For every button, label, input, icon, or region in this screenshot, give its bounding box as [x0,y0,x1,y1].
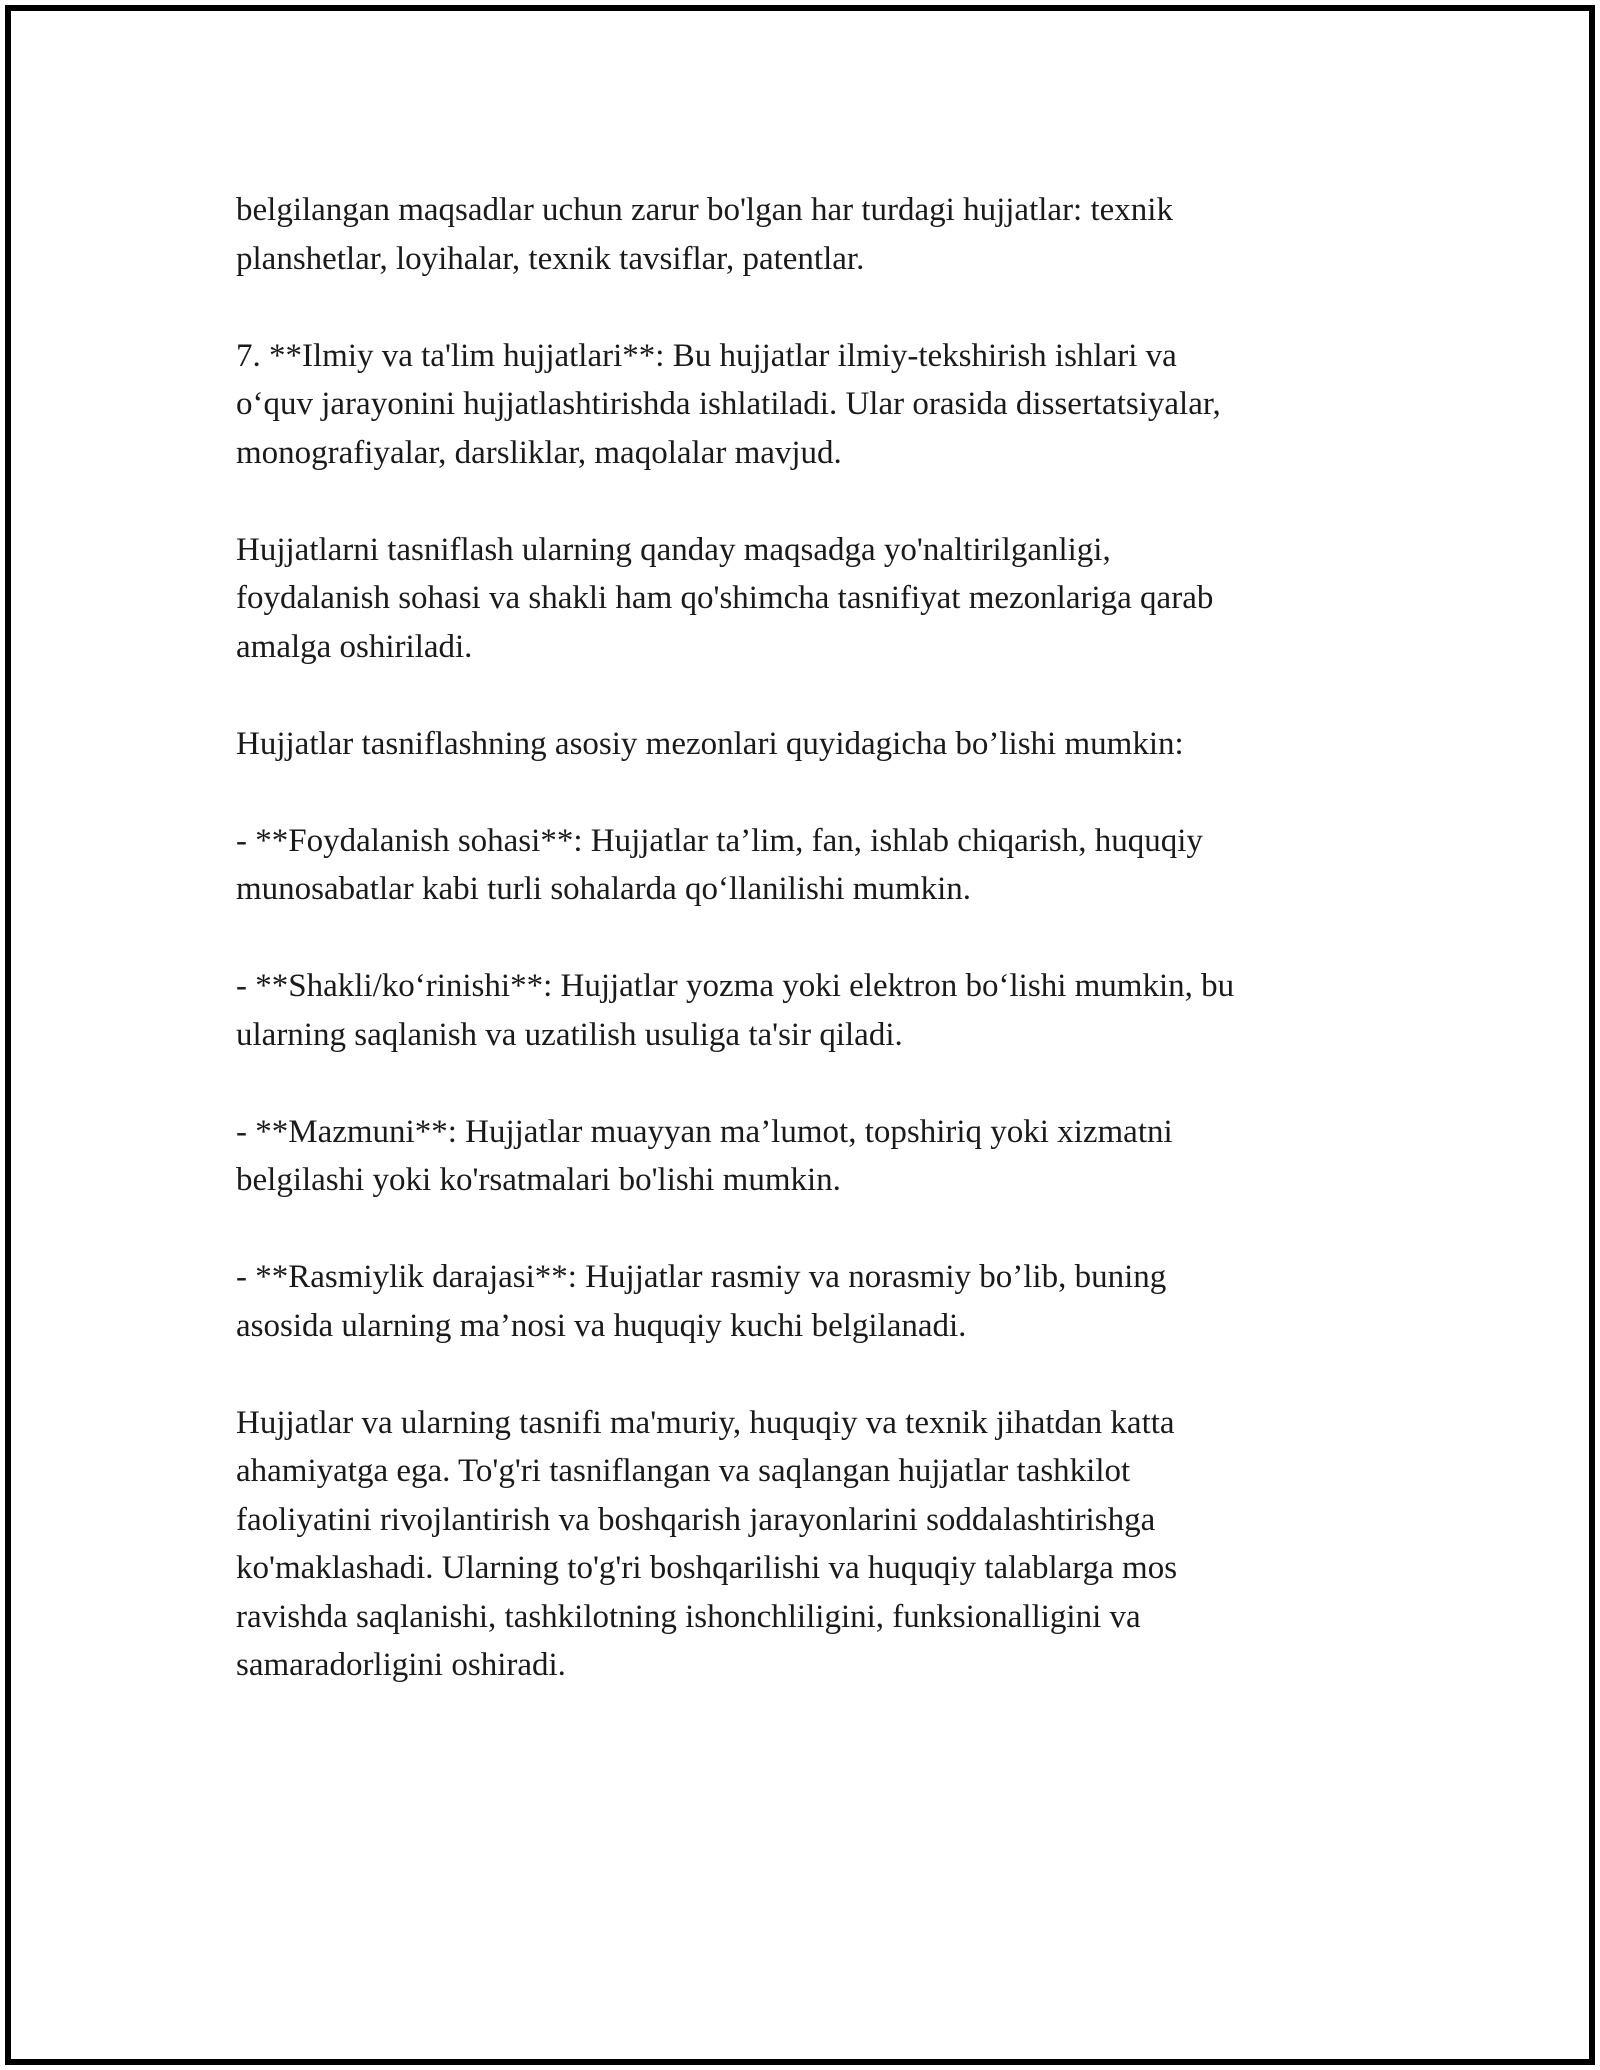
text-line: amalga oshiriladi. [236,628,473,665]
text-line: belgilashi yoki ko'rsatmalari bo'lishi mumkin. [236,1162,841,1198]
text-line: - **Rasmiylik darajasi**: Hujjatlar rasmiy va norasmiy bo’lib, buning [236,1259,1167,1295]
text-line: o‘quv jarayonini hujjatlashtirishda ishlatiladi. Ular orasida dissertatsiyalar, [236,386,1221,422]
text-line: faoliyatini rivojlantirish va boshqarish jarayonlarini soddalashtirishga [236,1501,1156,1538]
paragraph-criteria-heading [236,720,1366,769]
text-line: ko'maklashadi. Ularning to'g'ri boshqarilishi va huquqiy talablarga mos [236,1550,1178,1586]
text-line: belgilangan maqsadlar uchun zarur bo'lgan har turdagi hujjatlar: texnik [236,192,1173,228]
text-line: - **Mazmuni**: Hujjatlar muayyan ma’lumot, topshiriq yoki xizmatni [236,1113,1173,1150]
paragraph-classification-intro [236,526,1366,672]
text-line: planshetlar, loyihalar, texnik tavsiflar, patentlar. [236,240,865,277]
text-line: foydalanish sohasi va shakli ham qo'shimcha tasnifiyat mezonlariga qarab [236,580,1214,616]
text-line: samaradorligini oshiradi. [236,1647,566,1683]
text-line: 7. **Ilmiy va ta'lim hujjatlari**: Bu hujjatlar ilmiy-tekshirish ishlari va [236,337,1177,374]
paragraph-scientific-docs [236,332,1366,478]
list-item-formality [236,1253,1366,1350]
paragraph-technical-docs [236,186,1366,283]
text-line: Hujjatlar tasniflashning asosiy mezonlari quyidagicha bo’lishi mumkin: [236,725,1184,762]
text-line: monografiyalar, darsliklar, maqolalar mavjud. [236,434,842,471]
document-body [236,186,1366,1738]
text-line: ravishda saqlanishi, tashkilotning ishonchliligini, funksionalligini va [236,1598,1141,1635]
text-line: - **Shakli/ko‘rinishi**: Hujjatlar yozma yoki elektron bo‘lishi mumkin, bu [236,968,1235,1004]
text-line: munosabatlar kabi turli sohalarda qo‘llanilishi mumkin. [236,871,972,907]
text-line: - **Foydalanish sohasi**: Hujjatlar ta’lim, fan, ishlab chiqarish, huquqiy [236,822,1203,859]
list-item-usage-area [236,817,1366,914]
list-item-form [236,962,1366,1059]
text-line: Hujjatlarni tasniflash ularning qanday maqsadga yo'naltirilganligi, [236,531,1111,568]
text-line: asosida ularning ma’nosi va huquqiy kuchi belgilanadi. [236,1307,967,1344]
paragraph-conclusion [236,1399,1366,1690]
text-line: ahamiyatga ega. To'g'ri tasniflangan va saqlangan hujjatlar tashkilot [236,1453,1131,1489]
list-item-content [236,1108,1366,1205]
text-line: ularning saqlanish va uzatilish usuliga ta'sir qiladi. [236,1016,903,1053]
text-line: Hujjatlar va ularning tasnifi ma'muriy, huquqiy va texnik jihatdan katta [236,1404,1175,1441]
